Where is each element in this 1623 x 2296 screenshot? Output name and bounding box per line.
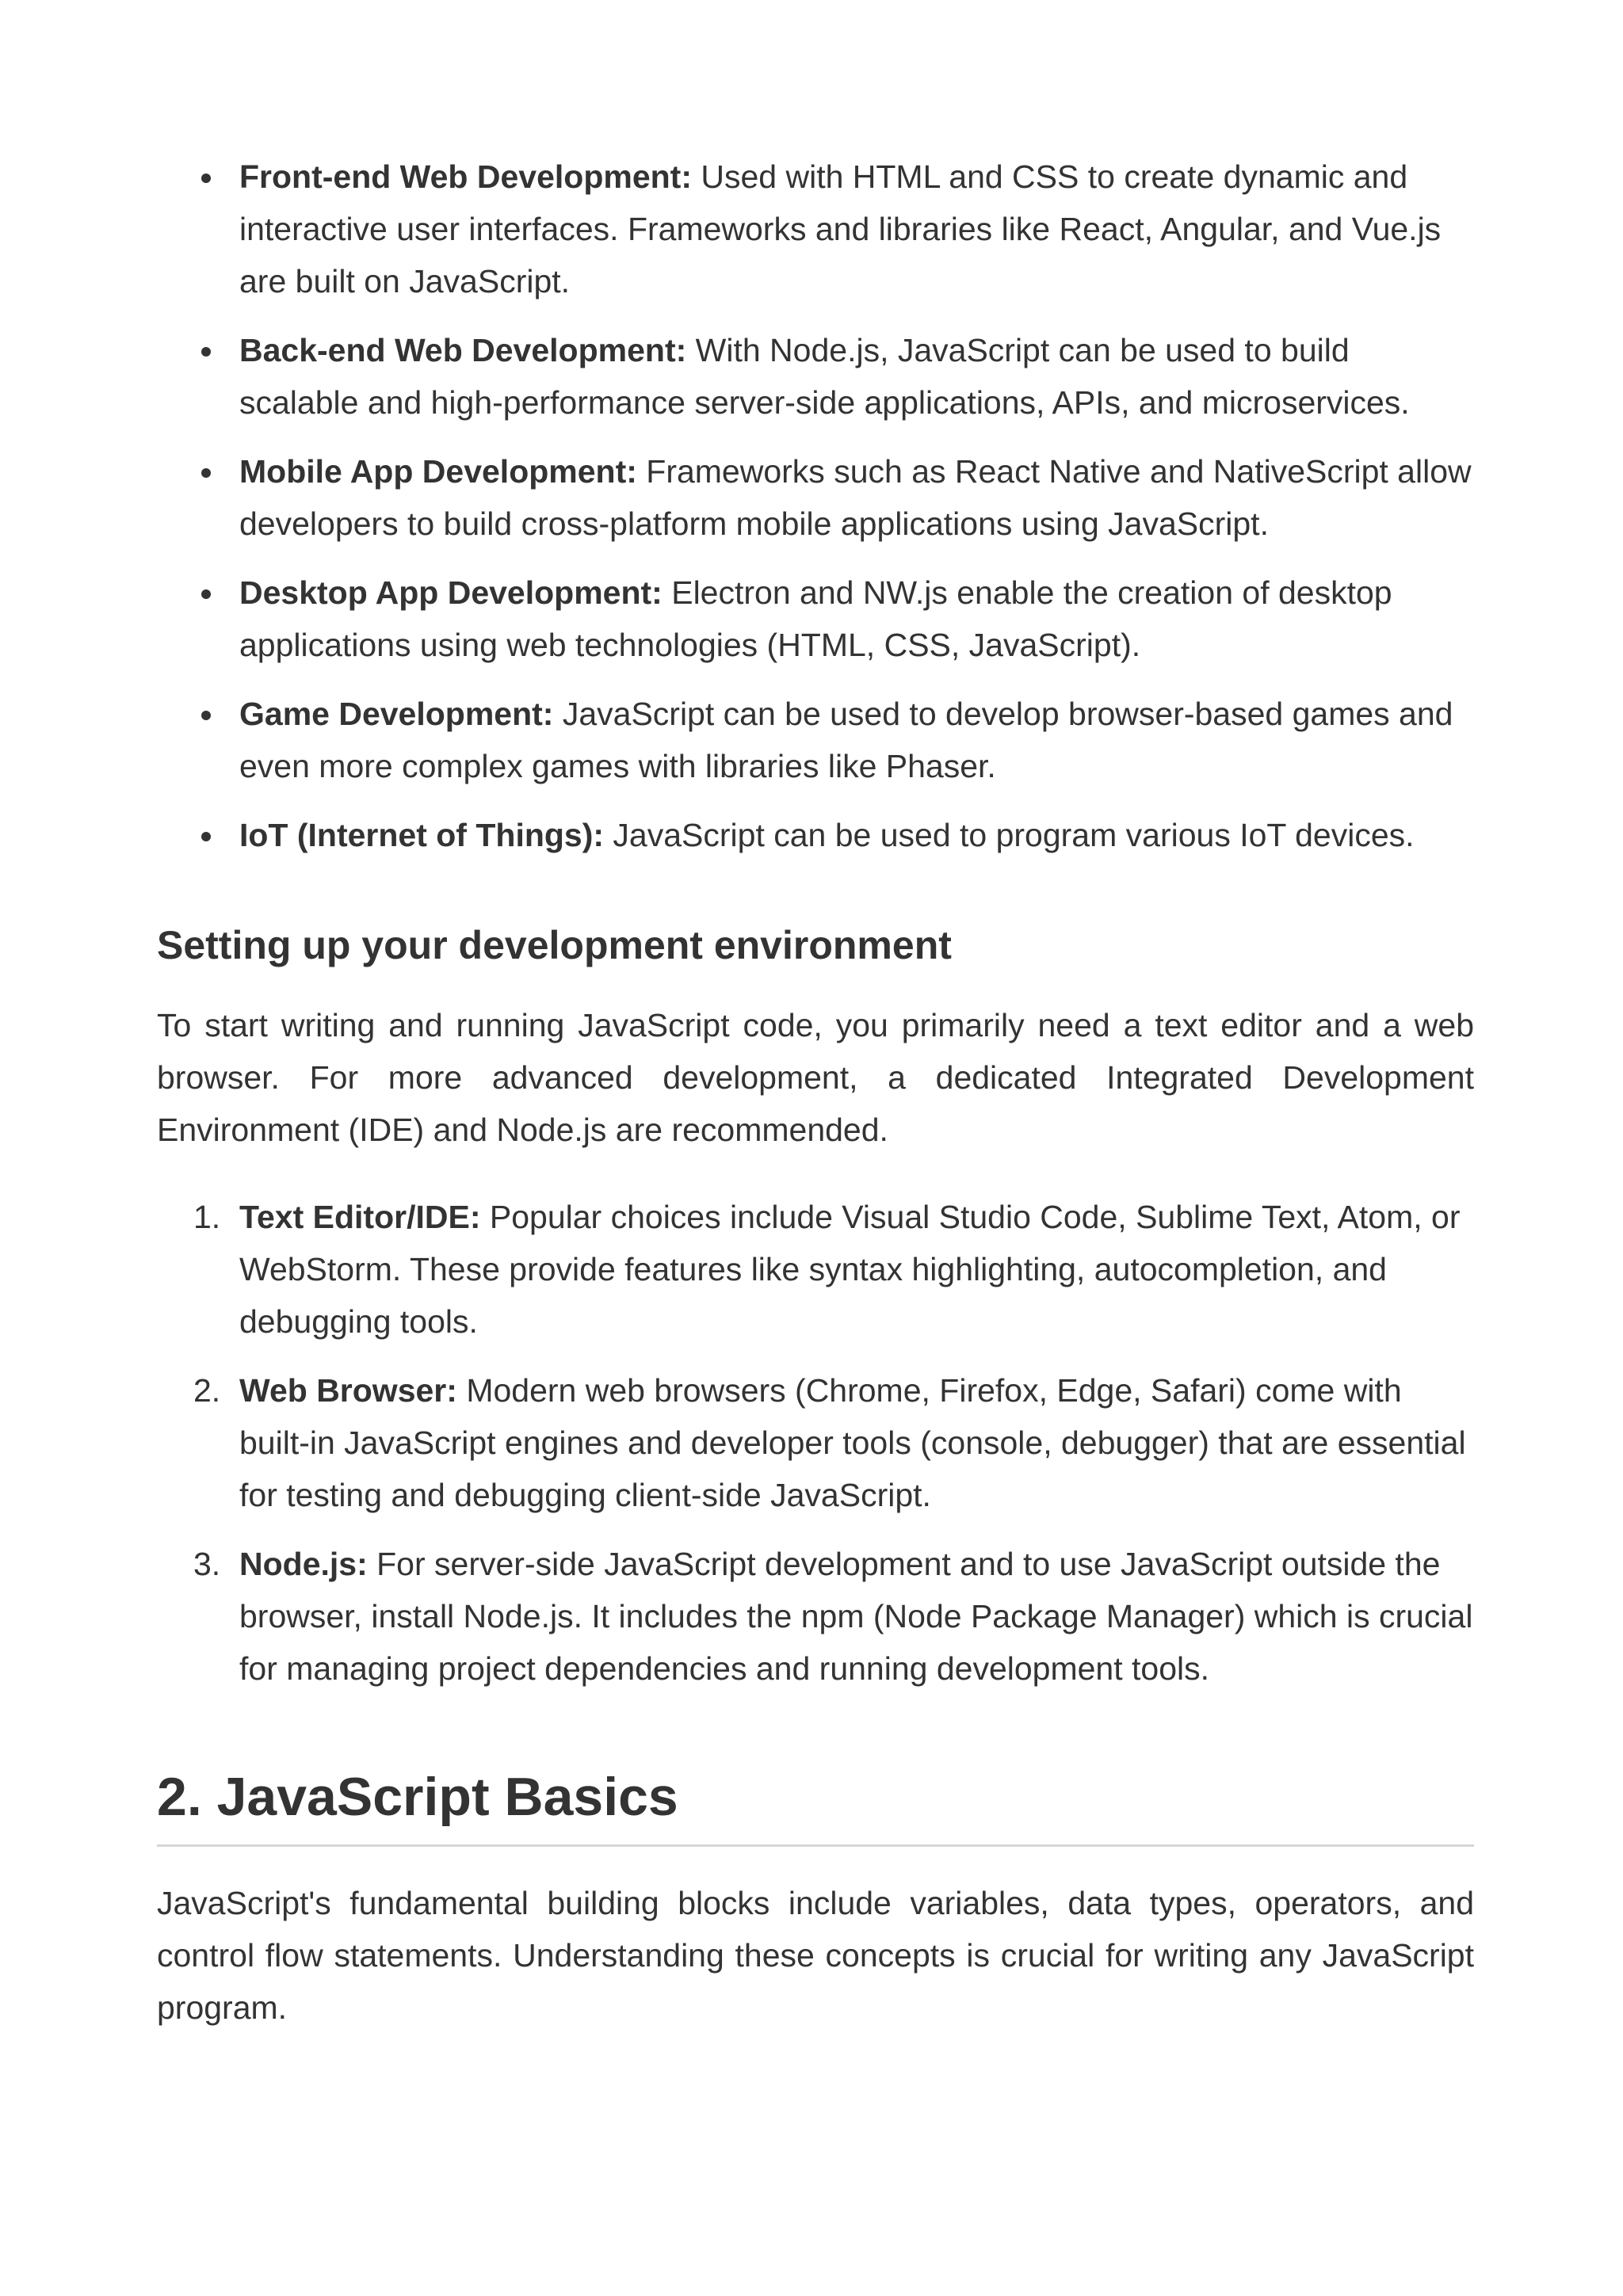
list-item-label: Mobile App Development: <box>239 453 637 490</box>
list-item-text: Frameworks such as React Native and NativeScript allow developers to build cross-platform mobile applications using JavaScript. <box>239 453 1472 542</box>
list-item-label: Node.js: <box>239 1546 368 1582</box>
list-item-text: Used with HTML and CSS to create dynamic and interactive user interfaces. Frameworks and libraries like React, Angular, and Vue.js are built on JavaScript. <box>239 158 1442 299</box>
list-item <box>157 324 1474 429</box>
list-item-label: Web Browser: <box>239 1372 457 1409</box>
list-item <box>157 1538 1474 1695</box>
list-item-text: Modern web browsers (Chrome, Firefox, Edge, Safari) come with built-in JavaScript engines and developer tools (console, debugger) that are essential for testing and debugging client-side JavaScript. <box>239 1372 1466 1513</box>
list-item <box>157 688 1474 792</box>
list-item-text: Popular choices include Visual Studio Code, Sublime Text, Atom, or WebStorm. These provide features like syntax highlighting, autocompletion, and debugging tools. <box>239 1199 1461 1340</box>
list-item-number: 3. <box>193 1546 221 1582</box>
bullet-icon <box>201 589 211 599</box>
document-page <box>157 151 1474 2034</box>
list-item-label: Text Editor/IDE: <box>239 1199 481 1235</box>
bullet-icon <box>201 711 211 720</box>
section-paragraph: To start writing and running JavaScript code, you primarily need a text editor and a web browser. For more advanced development, a dedicated Integrated Development Environment (IDE) and Node.js are recommended. <box>157 1007 1474 1148</box>
list-item-text: For server-side JavaScript development and to use JavaScript outside the browser, install Node.js. It includes the npm (Node Package Manager) which is crucial for managing project dependencies and running development tools. <box>239 1546 1473 1687</box>
setup-steps-list <box>157 1191 1474 1695</box>
list-item-label: Desktop App Development: <box>239 574 663 611</box>
chapter-heading: 2. JavaScript Basics <box>157 1767 678 1827</box>
list-item-text: JavaScript can be used to program various IoT devices. <box>604 817 1415 853</box>
bullet-icon <box>201 347 211 357</box>
list-item <box>157 1191 1474 1348</box>
heading-divider <box>157 1844 1474 1847</box>
list-item <box>157 1364 1474 1521</box>
list-item <box>157 809 1474 861</box>
use-cases-list <box>157 151 1474 861</box>
list-item-text: JavaScript can be used to develop browser-based games and even more complex games with libraries like Phaser. <box>239 696 1453 784</box>
list-item <box>157 566 1474 671</box>
chapter-paragraph: JavaScript's fundamental building blocks include variables, data types, operators, and control flow statements. Understanding these concepts is crucial for writing any JavaScript program. <box>157 1885 1474 2026</box>
list-item-label: Front-end Web Development: <box>239 158 692 195</box>
list-item-number: 2. <box>193 1372 221 1409</box>
bullet-icon <box>201 468 211 478</box>
list-item-label: IoT (Internet of Things): <box>239 817 605 853</box>
list-item <box>157 151 1474 307</box>
list-item-text: Electron and NW.js enable the creation of desktop applications using web technologies (HTML, CSS, JavaScript). <box>239 574 1392 663</box>
bullet-icon <box>201 174 211 183</box>
section-heading: Setting up your development environment <box>157 923 952 967</box>
list-item-number: 1. <box>193 1199 221 1235</box>
bullet-icon <box>201 832 211 841</box>
list-item-label: Back-end Web Development: <box>239 332 687 368</box>
list-item-text: With Node.js, JavaScript can be used to build scalable and high-performance server-side applications, APIs, and microservices. <box>239 332 1410 421</box>
list-item-label: Game Development: <box>239 696 554 732</box>
list-item <box>157 445 1474 550</box>
